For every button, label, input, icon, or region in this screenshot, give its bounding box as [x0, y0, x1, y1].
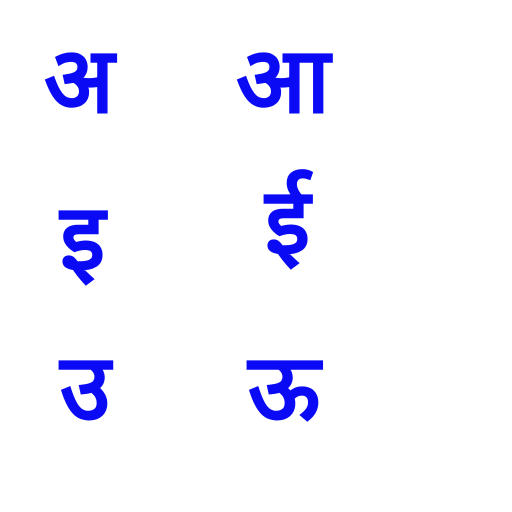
- vowel-aa: आ: [236, 27, 331, 134]
- vowel-u: उ: [60, 334, 111, 441]
- vowel-a: अ: [44, 27, 115, 134]
- vowel-i: इ: [60, 184, 106, 291]
- vowel-uu: ऊ: [248, 334, 321, 441]
- vowel-ii: ई: [265, 168, 311, 275]
